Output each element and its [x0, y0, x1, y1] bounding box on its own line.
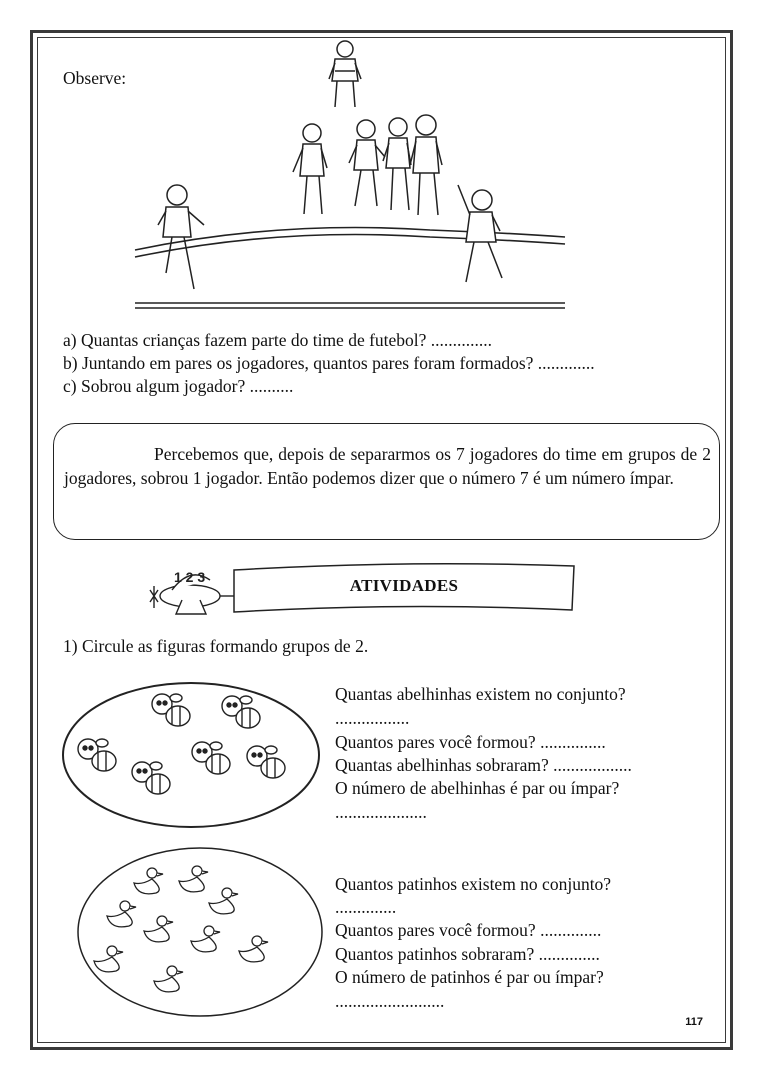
- ducks-question-leftover: Quantos patinhos sobraram? ..............: [335, 944, 600, 964]
- question-c: c) Sobrou algum jogador? ..........: [63, 376, 294, 396]
- bees-answer-parity: .....................: [335, 802, 427, 822]
- bees-question-parity: O número de abelhinhas é par ou ímpar?: [335, 778, 620, 798]
- ducks-answer-parity: .........................: [335, 991, 445, 1011]
- bees-question-pairs: Quantos pares você formou? ...............: [335, 732, 606, 752]
- question-a: a) Quantas crianças fazem parte do time de futebol? ..............: [63, 330, 493, 350]
- player-top: [329, 41, 361, 107]
- soccer-team-illustration: [130, 35, 570, 315]
- ducks-set-illustration: [75, 845, 325, 1020]
- bees-question-count: Quantas abelhinhas existem no conjunto?: [335, 684, 626, 704]
- ducks-question-count: Quantos patinhos existem no conjunto?: [335, 874, 612, 894]
- observe-label: Observe:: [63, 68, 127, 88]
- player-left: [158, 185, 204, 289]
- ducks-question-pairs: Quantos pares você formou? ..............: [335, 920, 602, 940]
- ducks-answer-count: ..............: [335, 897, 397, 917]
- bees-set-illustration: [60, 680, 322, 830]
- bees-answer-count: .................: [335, 708, 410, 728]
- exercise-1-instruction: 1) Circule as figuras formando grupos de 2.: [63, 636, 369, 656]
- question-b: b) Juntando em pares os jogadores, quantos pares foram formados? .............: [63, 353, 595, 373]
- player-right: [458, 185, 502, 282]
- airplane-icon: [142, 560, 242, 620]
- ducks-question-parity: O número de patinhos é par ou ímpar?: [335, 967, 604, 987]
- activities-title: ATIVIDADES: [349, 576, 459, 595]
- page-number: 117: [685, 1016, 703, 1028]
- players-middle: [293, 115, 442, 215]
- info-box: [53, 423, 720, 540]
- info-box-text: Percebemos que, depois de separarmos os 7 jogadores do time em grupos de 2 jogadores, sobrou 1 jogador. Então podemos dizer que o número 7 é um número ímpar.: [64, 444, 711, 488]
- bees-question-leftover: Quantas abelhinhas sobraram? ..................: [335, 755, 632, 775]
- plane-digits: 1 2 3: [174, 569, 206, 585]
